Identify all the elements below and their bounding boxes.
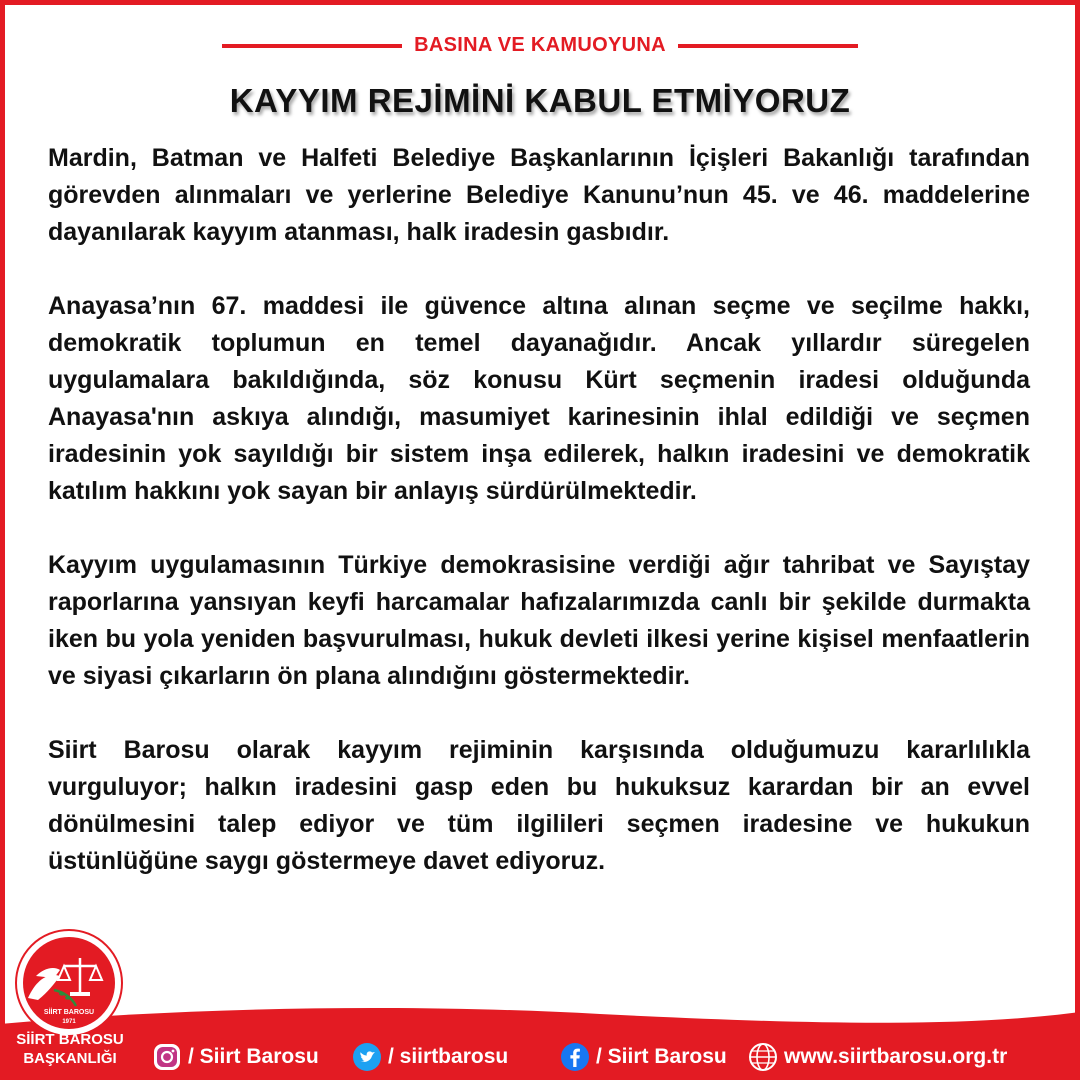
instagram-handle: / Siirt Barosu: [188, 1045, 319, 1068]
kicker-text: BASINA VE KAMUOYUNA: [414, 34, 666, 56]
twitter-icon: [352, 1042, 382, 1072]
paragraph: Kayyım uygulamasının Türkiye demokrasisine verdiği ağır tahribat ve Sayıştay raporlarına yansıyan keyfi harcamalar hafızalarımızda canlı bir şekilde durmakta iken bu yola yeniden başvurulması, hukuk devleti ilkesi yerine kişisel menfaatlerin ve siyasi çıkarların ön plana alındığını göstermektedir.: [48, 551, 1030, 690]
kicker-row: [0, 34, 1080, 57]
website-url: www.siirtbarosu.org.tr: [784, 1045, 1008, 1068]
globe-icon: [748, 1042, 778, 1072]
page-title: KAYYIM REJİMİNİ KABUL ETMİYORUZ: [229, 82, 851, 119]
caption-line-2: BAŞKANLIĞI: [23, 1050, 117, 1067]
logo-year: 1971: [62, 1019, 76, 1025]
facebook-icon: [560, 1042, 590, 1072]
paragraph: Anayasa’nın 67. maddesi ile güvence altına alınan seçme ve seçilme hakkı, demokratik toplumun en temel dayanağıdır. Ancak yıllardır süregelen uygulamalara bakıldığında, söz konusu Kürt seçmenin iradesi olduğunda Anayasa'nın askıya alındığı, masumiyet karinesinin ihlal edildiği ve seçmen iradesinin yok sayıldığı bir sistem inşa edilerek, halkın iradesini ve demokratik katılım hakkını yok sayan bir anlayış sürdürülmektedir.: [48, 292, 1030, 505]
logo-caption: [8, 1030, 132, 1068]
twitter-handle: / siirtbarosu: [388, 1045, 509, 1068]
website-link[interactable]: [748, 1040, 1007, 1074]
paragraph: Siirt Barosu olarak kayyım rejiminin karşısında olduğumuzu kararlılıkla vurguluyor; halkın iradesini gasp eden bu hukuksuz karardan bir an evvel dönülmesini talep ediyor ve tüm ilgilileri seçmen iradesine ve hukukun üstünlüğüne saygı göstermeye davet ediyoruz.: [48, 736, 1030, 875]
caption-line-1: SİİRT BAROSU: [16, 1031, 124, 1048]
paragraph: Mardin, Batman ve Halfeti Belediye Başkanlarının İçişleri Bakanlığı tarafından görevden alınmaları ve yerlerine Belediye Kanunu’nun 45. ve 46. maddelerine dayanılarak kayyım atanması, halk iradesin gasbıdır.: [48, 144, 1030, 246]
bar-association-logo: [14, 928, 124, 1038]
facebook-handle: / Siirt Barosu: [596, 1045, 727, 1068]
kicker-rule-left: [222, 44, 402, 48]
instagram-icon: [152, 1042, 182, 1072]
logo-text: SİİRT BAROSU: [43, 1009, 95, 1016]
statement-body: [48, 140, 1030, 880]
instagram-link[interactable]: [152, 1040, 319, 1074]
twitter-link[interactable]: [352, 1040, 508, 1074]
kicker-rule-right: [678, 44, 858, 48]
facebook-link[interactable]: [560, 1040, 727, 1074]
